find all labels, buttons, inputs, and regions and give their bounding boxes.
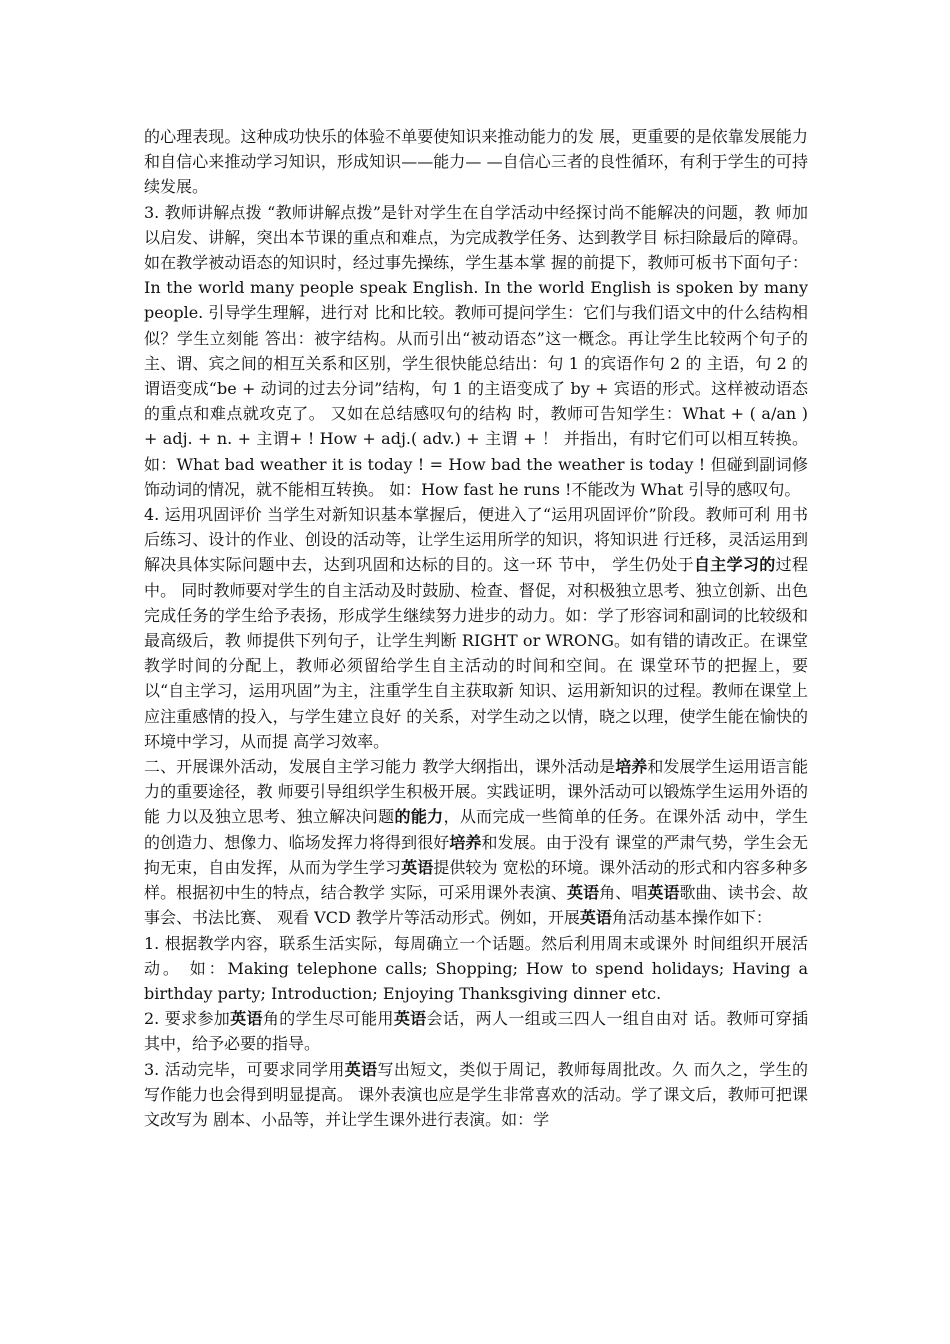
paragraph-2 <box>144 200 808 502</box>
text-run: 3. 教师讲解点拨 “教师讲解点拨”是针对学生在自学活动中经探讨尚不能解决的问题，教 师加以启发、讲解，突出本节课的重点和难点，为完成教学任务、达到教学目 标扫除最后的障碍。如在教学被动语态的知识时，经过事先操练，学生基本掌 握的前提下，教师可板书下面句子：In the world many people speak English. In the world English is spoken by many people. 引导学生理解，进行对 比和比较。教师可提问学生：它们与我们语文中的什么结构相似？学生立刻能 答出：被字结构。从而引出“被动语态”这一概念。再让学生比较两个句子的 主、谓、宾之间的相互关系和区别，学生很快能总结出：句 1 的宾语作句 2 的 主语，句 2 的谓语变成“be + 动词的过去分词”结构，句 1 的主语变成了 by + 宾语的形式。这样被动语态的重点和难点就攻克了。 又如在总结感叹句的结构 时，教师可告知学生：What + ( a/an ) + adj. + n. + 主谓+ ! How + adj.( adv.) + 主谓 + ！ 并指出，有时它们可以相互转换。如：What bad weather it is today ! = How bad the weather is today ! 但碰到副词修饰动词的情况，就不能相互转换。 如：How fast he runs !不能改为 What 引导的感叹句。 <box>144 202 808 499</box>
paragraph-1 <box>144 124 808 200</box>
bold-text-run: 英语 <box>393 1009 427 1029</box>
bold-text-run: 培养 <box>615 757 648 777</box>
text-run: 4. 运用巩固评价 当学生对新知识基本掌握后，便进入了“运用巩固评价”阶段。教师可利 用书后练习、设计的作业、创设的活动等，让学生运用所学的知识，将知识进 行迁移，灵活运用到解决具体实际问题中去，达到巩固和达标的目的。这一环 节中， 学生仍处于 <box>144 505 808 575</box>
bold-text-run: 英语 <box>579 908 612 928</box>
text-run: 3. 活动完毕，可要求同学用 <box>144 1059 345 1079</box>
paragraph-6 <box>144 1006 808 1056</box>
text-run: ，从而完成一些简单的任务。在课外活 动中，学生的创造力、想像力、临场发挥力将得到很好 <box>144 807 808 852</box>
bold-text-run: 培养 <box>449 832 482 852</box>
bold-text-run: 自主学习的 <box>693 555 776 575</box>
document-body <box>144 124 808 1132</box>
bold-text-run: 英语 <box>566 883 600 903</box>
text-run: 二、开展课外活动，发展自主学习能力 教学大纲指出，课外活动是 <box>144 757 616 777</box>
bold-text-run: 英语 <box>647 883 680 903</box>
paragraph-7 <box>144 1057 808 1133</box>
text-run: 角活动基本操作如下： <box>611 908 772 928</box>
text-run: 的心理表现。这种成功快乐的体验不单要使知识来推动能力的发 展，更重要的是依靠发展能力和自信心来推动学习知识，形成知识——能力— —自信心三者的良性循环，有利于学生的可持续发展。 <box>144 127 808 197</box>
text-run: 2. 要求参加 <box>144 1009 231 1029</box>
text-run: 提供较为 宽松的环境。课外活动的形式和内容多种多样。根据初中生的特点，结合教学 实际，可采用课外表演、 <box>144 857 808 903</box>
text-run: 1. 根据教学内容，联系生活实际，每周确立一个话题。然后利用周末或课外 时间组织开展活动。 如：Making telephone calls; Shopping; How to spend holidays; Having a birthday party; Introduction; Enjoying Thanksgiving dinner etc. <box>144 933 808 1003</box>
text-run: 和发展学生运用语言能力的重要途径，教 师要引导组织学生积极开展。实践证明，课外活动可以锻炼学生运用外语的能 力以及独立思考、独立解决问题 <box>144 757 808 827</box>
bold-text-run: 英语 <box>230 1009 263 1029</box>
bold-text-run: 英语 <box>401 857 434 877</box>
text-run: 角、唱 <box>599 883 648 903</box>
text-run: 和发展。由于没有 课堂的严肃气势，学生会无拘无束，自由发挥，从而为学生学习 <box>144 832 808 877</box>
bold-text-run: 英语 <box>344 1059 378 1079</box>
paragraph-3 <box>144 502 808 754</box>
paragraph-5 <box>144 931 808 1007</box>
text-run: 歌曲、读书会、故事会、书法比赛、 观看 VCD 教学片等活动形式。例如，开展 <box>144 883 808 928</box>
paragraph-4 <box>144 754 808 930</box>
bold-text-run: 的能力 <box>394 807 444 827</box>
text-run: 写出短文，类似于周记，教师每周批改。久 而久之，学生的写作能力也会得到明显提高。 课外表演也应是学生非常喜欢的活动。学了课文后，教师可把课文改写为 剧本、小品等，并让学生课外进行表演。如：学 <box>144 1059 808 1129</box>
text-run: 角的学生尽可能用 <box>262 1009 394 1029</box>
text-run: 会话，两人一组或三四人一组自由对 话。教师可穿插其中，给予必要的指导。 <box>144 1009 808 1054</box>
text-run: 过程中。 同时教师要对学生的自主活动及时鼓励、检查、督促，对积极独立思考、独立创新、出色完成任务的学生给予表扬，形成学生继续努力进步的动力。如：学了形容词和副词的比较级和最高级后，教 师提供下列句子，让学生判断 RIGHT or WRONG。如有错的请改正。在课堂教学时间的分配上，教师必须留给学生自主活动的时间和空间。在 课堂环节的把握上，要以“自主学习，运用巩固”为主，注重学生自主获取新 知识、运用新知识的过程。教师在课堂上应注重感情的投入，与学生建立良好 的关系，对学生动之以情，晓之以理，使学生能在愉快的环境中学习，从而提 高学习效率。 <box>144 555 808 751</box>
